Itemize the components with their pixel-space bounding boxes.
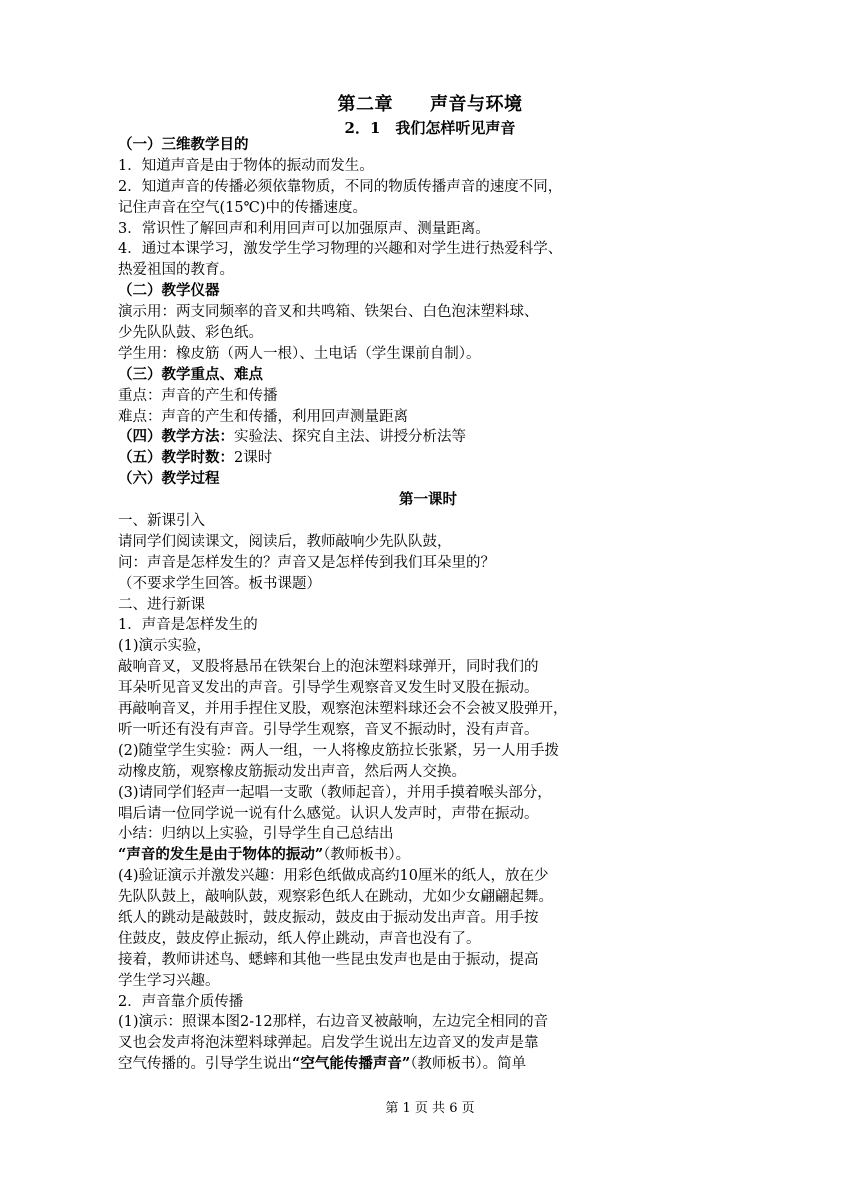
lesson-title: 第一课时 — [399, 491, 457, 509]
hours-line — [118, 448, 738, 469]
text-line: 热爱祖国的教育。 — [118, 262, 234, 279]
methods-line — [118, 427, 738, 448]
key-conclusion-air: “空气能传播声音” — [292, 1055, 411, 1073]
heading-key-points: （三）教学重点、难点 — [118, 365, 263, 383]
heading-objectives: （一）三维教学目的 — [118, 136, 249, 153]
text-line: 3．常识性了解回声和利用回声可以加强原声、测量距离。 — [118, 220, 490, 237]
text-line: 二、进行新课 — [118, 596, 205, 613]
text-line: 1．声音是怎样发生的 — [118, 617, 258, 634]
text-line: (4)验证演示并激发兴趣：用彩色纸做成高约10厘米的纸人，放在少 — [118, 868, 549, 885]
text-line: 唱后请一位同学说一说有什么感觉。认识人发声时，声带在振动。 — [118, 805, 539, 822]
text-line: 再敲响音叉，并用手捏住叉股，观察泡沫塑料球还会不会被叉股弹开， — [118, 701, 568, 718]
text-line: 学生学习兴趣。 — [118, 972, 220, 989]
text-line: 少先队队鼓、彩色纸。 — [118, 325, 263, 342]
chapter-title: 第二章 声音与环境 — [337, 94, 523, 115]
text-line: 纸人的跳动是敲鼓时，鼓皮振动，鼓皮由于振动发出声音。用手按 — [118, 909, 539, 926]
text-line: 耳朵听见音叉发出的声音。引导学生观察音叉发生时叉股在振动。 — [118, 680, 539, 697]
page-footer: 第 1 页 共 6 页 — [385, 1101, 475, 1116]
heading-hours: （五）教学时数： — [118, 449, 234, 467]
text-line: 2．知道声音的传播必须依靠物质，不同的物质传播声音的速度不同， — [118, 178, 563, 195]
text-line: 住鼓皮，鼓皮停止振动，纸人停止跳动，声音也没有了。 — [118, 930, 481, 947]
text-line: 敲响音叉，叉股将悬吊在铁架台上的泡沫塑料球弹开，同时我们的 — [118, 659, 539, 676]
text-line: 记住声音在空气(15℃)中的传播速度。 — [118, 199, 367, 216]
text-line: 演示用：两支同频率的音叉和共鸣箱、铁架台、白色泡沫塑料球、 — [118, 304, 539, 321]
text-line: （不要求学生回答。板书课题） — [118, 575, 321, 592]
text-line: 1．知道声音是由于物体的振动而发生。 — [118, 157, 374, 174]
text-line: 一、新课引入 — [118, 513, 205, 530]
text-line: 请同学们阅读课文，阅读后，教师敲响少先队队鼓， — [118, 533, 452, 550]
key-conclusion-vibration: “声音的发生是由于物体的振动” — [118, 846, 324, 864]
methods-text: 实验法、探究自主法、讲授分析法等 — [234, 429, 466, 446]
text-line: 动橡皮筋，观察橡皮筋振动发出声音，然后两人交换。 — [118, 763, 466, 780]
air-text: 空气传播的。引导学生说出 — [118, 1056, 292, 1073]
section-title: 2．1 我们怎样听见声音 — [344, 119, 516, 137]
text-line: 先队队鼓上，敲响队鼓，观察彩色纸人在跳动，尤如少女翩翩起舞。 — [118, 889, 553, 906]
text-line: 叉也会发声将泡沫塑料球弹起。启发学生说出左边音叉的发声是靠 — [118, 1035, 539, 1052]
conclusion-line — [118, 845, 738, 866]
document-body — [118, 135, 738, 1075]
text-line: (3)请同学们轻声一起唱一支歌（教师起音），并用手摸着喉头部分， — [118, 784, 552, 801]
text-line: 听一听还有没有声音。引导学生观察，音叉不振动时，没有声音。 — [118, 721, 539, 738]
text-line: 难点：声音的产生和传播，利用回声测量距离 — [118, 408, 408, 425]
text-line: (1)演示实验， — [118, 638, 212, 655]
text-line: 接着，教师讲述鸟、蟋蟀和其他一些昆虫发声也是由于振动，提高 — [118, 951, 539, 968]
text-line: 2．声音靠介质传播 — [118, 993, 244, 1010]
air-conclusion-line — [118, 1054, 738, 1075]
board-note: （教师板书）。简单 — [410, 1056, 527, 1073]
text-line: 重点：声音的产生和传播 — [118, 387, 278, 404]
heading-methods: （四）教学方法： — [118, 428, 234, 446]
heading-instruments: （二）教学仪器 — [118, 282, 220, 300]
text-line: (2)随堂学生实验：两人一组，一人将橡皮筋拉长张紧，另一人用手拨 — [118, 742, 560, 759]
heading-process: （六）教学过程 — [118, 470, 220, 488]
text-line: 学生用：橡皮筋（两人一根）、土电话（学生课前自制）。 — [118, 345, 481, 362]
text-line: 4．通过本课学习，激发学生学习物理的兴趣和对学生进行热爱科学、 — [118, 241, 563, 258]
text-line: 问：声音是怎样发生的？声音又是怎样传到我们耳朵里的？ — [118, 554, 495, 571]
hours-text: 2课时 — [234, 450, 273, 467]
text-line: 小结：归纳以上实验，引导学生自己总结出 — [118, 826, 394, 843]
board-note: （教师板书）。 — [323, 847, 411, 864]
text-line: (1)演示：照课本图2-12那样，右边音叉被敲响，左边完全相同的音 — [118, 1014, 549, 1031]
